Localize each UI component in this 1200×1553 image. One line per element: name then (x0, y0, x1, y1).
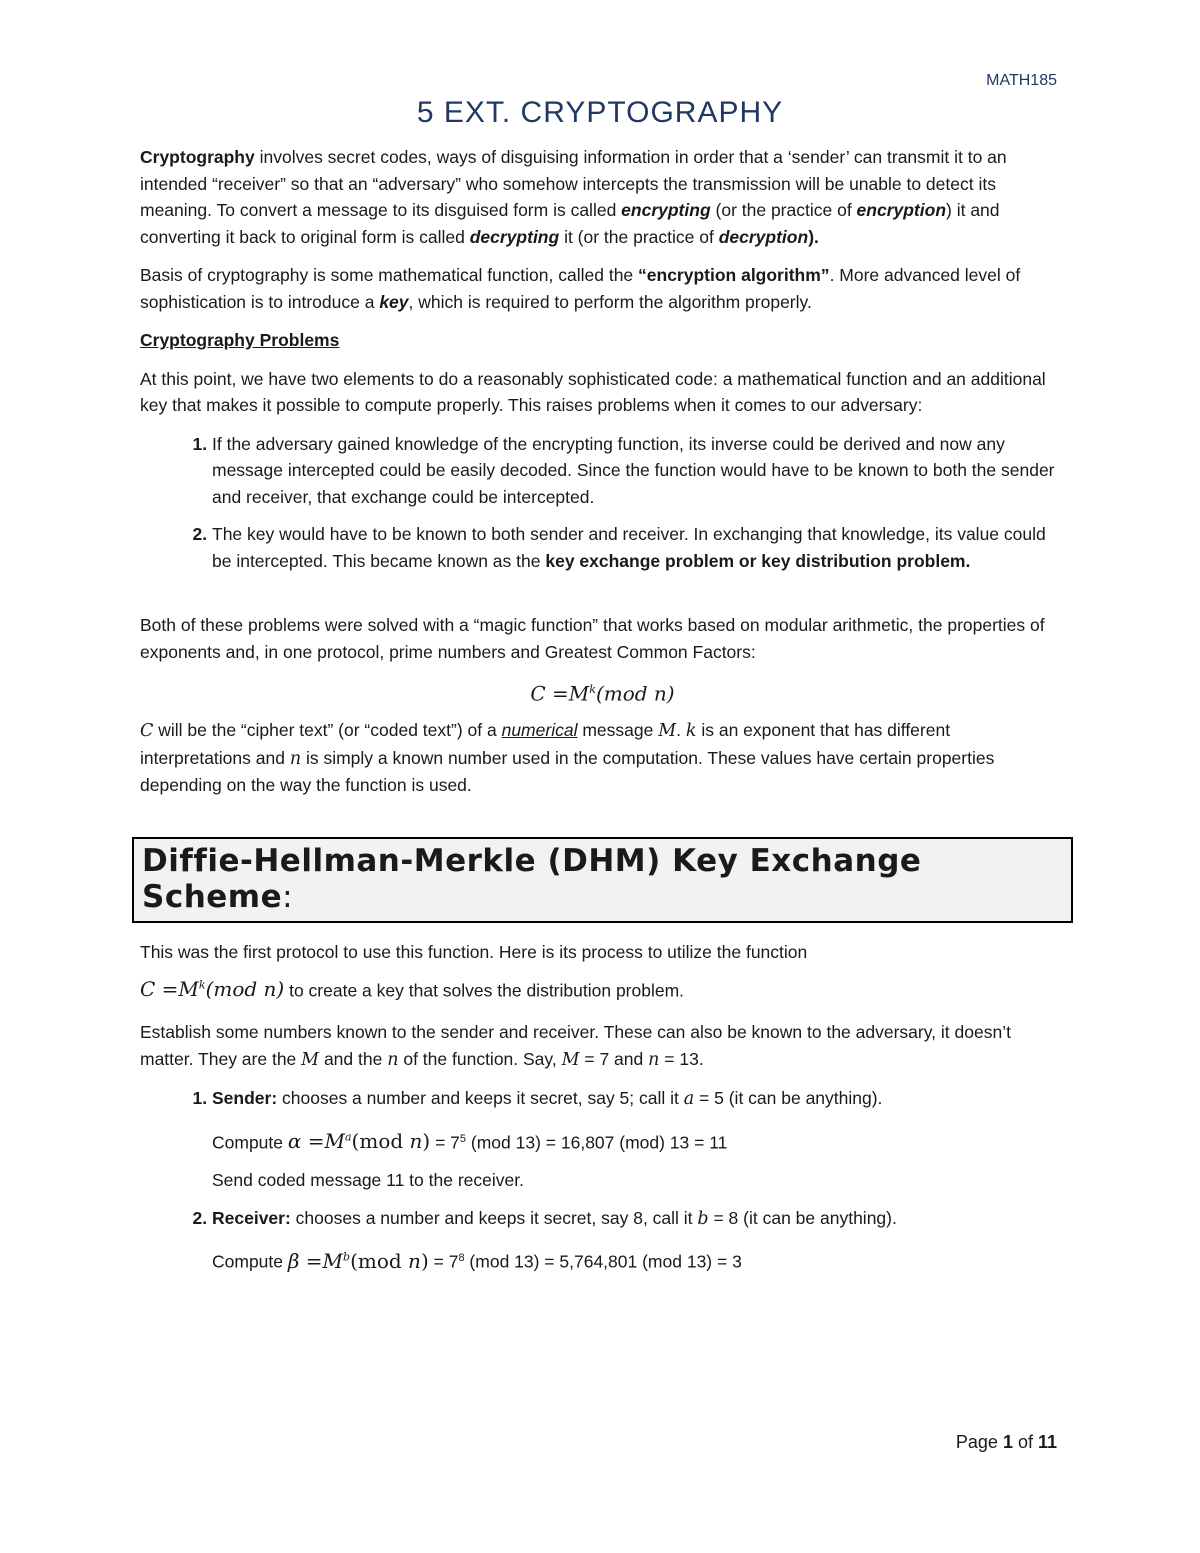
problems-list (140, 431, 1065, 575)
dhm-steps (140, 1085, 1065, 1279)
main-formula: $C =M^k(mod$ n) (530, 681, 675, 706)
page-title: 5 EXT. CRYPTOGRAPHY (416, 96, 784, 129)
course-code: MATH185 (986, 72, 1057, 89)
list-item: 1. Sender: chooses a number and keeps it secret, say 5; call it a = 5 (it can be anything). Compute $\alpha =M^a(mod$ $n) = 7^5$ (mod 13) = 16,807 (mod) 13 = 11 Send coded message 11 to the receiver. (212, 1085, 1065, 1194)
page-number: Page 1 of 11 (955, 1432, 1057, 1452)
magic-paragraph: Both of these problems were solved with a “magic function” that works based on modular arithmetic, the properties of exponents and, in one protocol, prime numbers and Greatest Common Factors: (140, 615, 1045, 662)
inline-formula: $C =M^k(mod$ n) (140, 977, 285, 1002)
step-compute: Compute $\alpha =M^a(mod$ $n) = 7^5$ (mod 13) = 16,807 (mod) 13 = 11 (212, 1129, 728, 1154)
dhm-setup: Establish some numbers known to the sender and receiver. These can also be known to the adversary, it doesn’t matter. They are the M and the n of the function. Say, M = 7 and n = 13. (140, 1022, 1011, 1070)
problems-intro: At this point, we have two elements to do a reasonably sophisticated code: a mathematical function and an additional key that makes it possible to compute properly. This raises problems when it comes to our adversary: (140, 368, 1046, 415)
problems-heading: Cryptography Problems (140, 330, 340, 350)
dhm-heading-box: Diffie-Hellman-Merkle (DHM) Key Exchange Scheme: (132, 837, 1073, 923)
dhm-intro: This was the first protocol to use this function. Here is its process to utilize the function $C =M^k(mod$ n) to create a key that solves the distribution problem. (140, 941, 808, 1002)
basis-paragraph: Basis of cryptography is some mathematical function, called the “encryption algorithm”. More advanced level of sophistication is to introduce a key, which is required to perform the algorithm properly. (140, 265, 1021, 312)
list-item: 2. Receiver: chooses a number and keeps it secret, say 8, call it b = 8 (it can be anything). Compute $\beta =M^b(mod$ $n) = 7^8$ (mod 13) = 5,764,801 (mod 13) = 3 (212, 1205, 1065, 1279)
document-body (140, 144, 1065, 1291)
list-item: 1. If the adversary gained knowledge of the encrypting function, its inverse could be derived and now any message intercepted could be easily decoded. Since the function would have to be known to both the sender and receiver, that exchange could be intercepted. (212, 431, 1065, 511)
step-compute: Compute $\beta =M^b(mod$ $n) = 7^8$ (mod 13) = 5,764,801 (mod 13) = 3 (212, 1249, 742, 1274)
list-item: 2. The key would have to be known to both sender and receiver. In exchanging that knowledge, its value could be intercepted. This became known as the key exchange problem or key distribution problem. (212, 521, 1065, 574)
cipher-paragraph: C will be the “cipher text” (or “coded text”) of a numerical message M. k is an exponent that has different interpretations and n is simply a known number used in the computation. These values have certain properties depending on the way the function is used. (140, 720, 995, 796)
intro-paragraph: Cryptography involves secret codes, ways of disguising information in order that a ‘sender’ can transmit it to an intended “receiver” so that an “adversary” who somehow intercepts the transmission will be unable to detect its meaning. To convert a message to its disguised form is called encrypting (or the practice of encryption) it and converting it back to original form is called decrypting it (or the practice of decryption). (140, 147, 1007, 247)
